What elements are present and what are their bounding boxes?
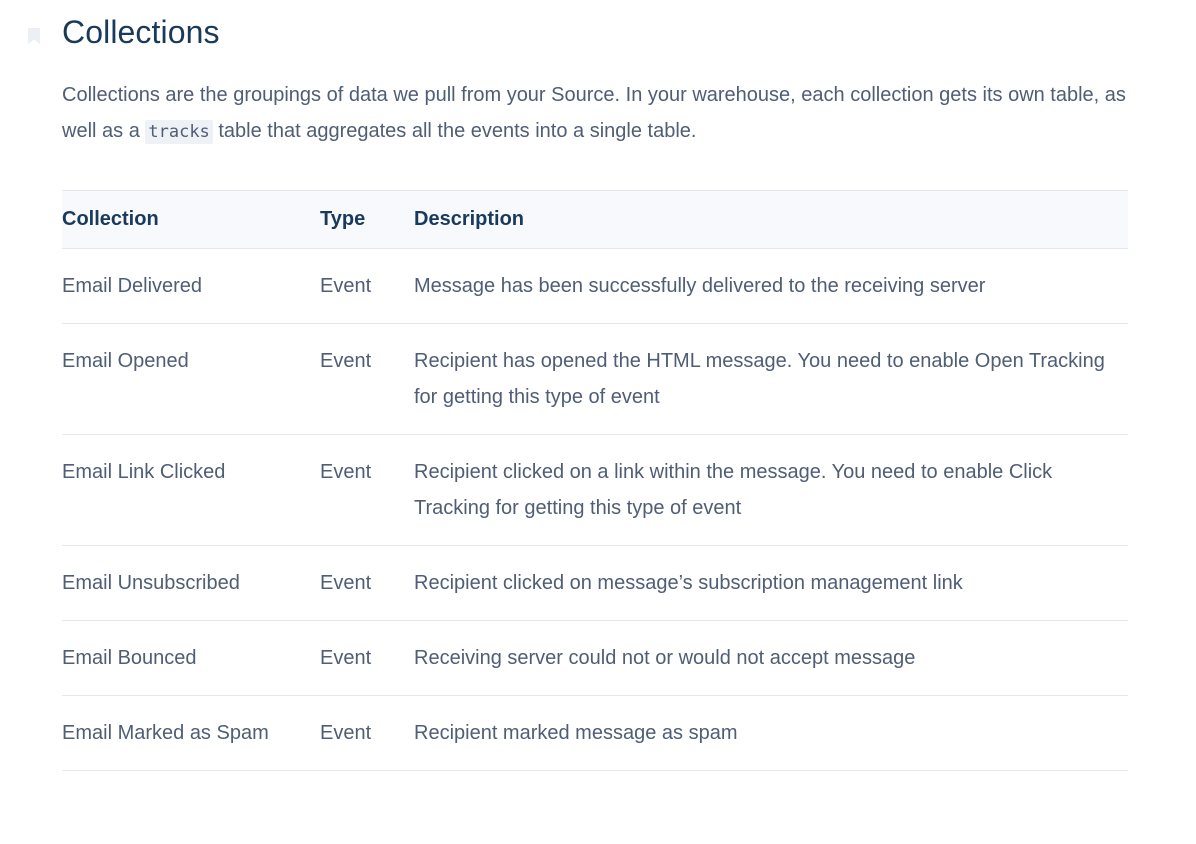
cell-type: Event (320, 350, 372, 372)
cell-description: Message has been successfully delivered to the receiving server (414, 275, 986, 297)
table-row (62, 435, 1128, 546)
cell-type: Event (320, 647, 372, 669)
header-description: Description (414, 208, 525, 230)
intro-paragraph (62, 77, 1128, 150)
cell-description: Recipient marked message as spam (414, 722, 738, 744)
cell-collection: Email Opened (62, 350, 189, 372)
collections-table (62, 190, 1128, 771)
inline-code-tracks: tracks (145, 120, 212, 144)
cell-collection: Email Bounced (62, 647, 197, 669)
cell-description: Recipient clicked on a link within the message. You need to enable Click Tracking for getting this type of event (414, 461, 1053, 519)
table-row (62, 249, 1128, 324)
table-row (62, 696, 1128, 771)
cell-collection: Email Link Clicked (62, 461, 226, 483)
cell-description: Recipient has opened the HTML message. You need to enable Open Tracking for getting this type of event (414, 350, 1105, 408)
bookmark-icon[interactable] (26, 27, 42, 45)
cell-collection: Email Unsubscribed (62, 572, 240, 594)
cell-collection: Email Marked as Spam (62, 722, 269, 744)
page-title: Collections (62, 14, 220, 50)
header-collection: Collection (62, 208, 159, 230)
cell-collection: Email Delivered (62, 275, 203, 297)
table-row (62, 546, 1128, 621)
table-row (62, 621, 1128, 696)
cell-description: Recipient clicked on message’s subscription management link (414, 572, 963, 594)
cell-type: Event (320, 722, 372, 744)
cell-description: Receiving server could not or would not accept message (414, 647, 916, 669)
cell-type: Event (320, 275, 372, 297)
table-row (62, 324, 1128, 435)
cell-type: Event (320, 461, 372, 483)
header-type: Type (320, 208, 366, 230)
intro-text-after: table that aggregates all the events into a single table. (212, 120, 697, 142)
cell-type: Event (320, 572, 372, 594)
intro-text-before: Collections are the groupings of data we pull from your Source. In your warehouse, each collection gets its own table, as well as a (62, 84, 1126, 142)
table-header-row (62, 191, 1128, 249)
